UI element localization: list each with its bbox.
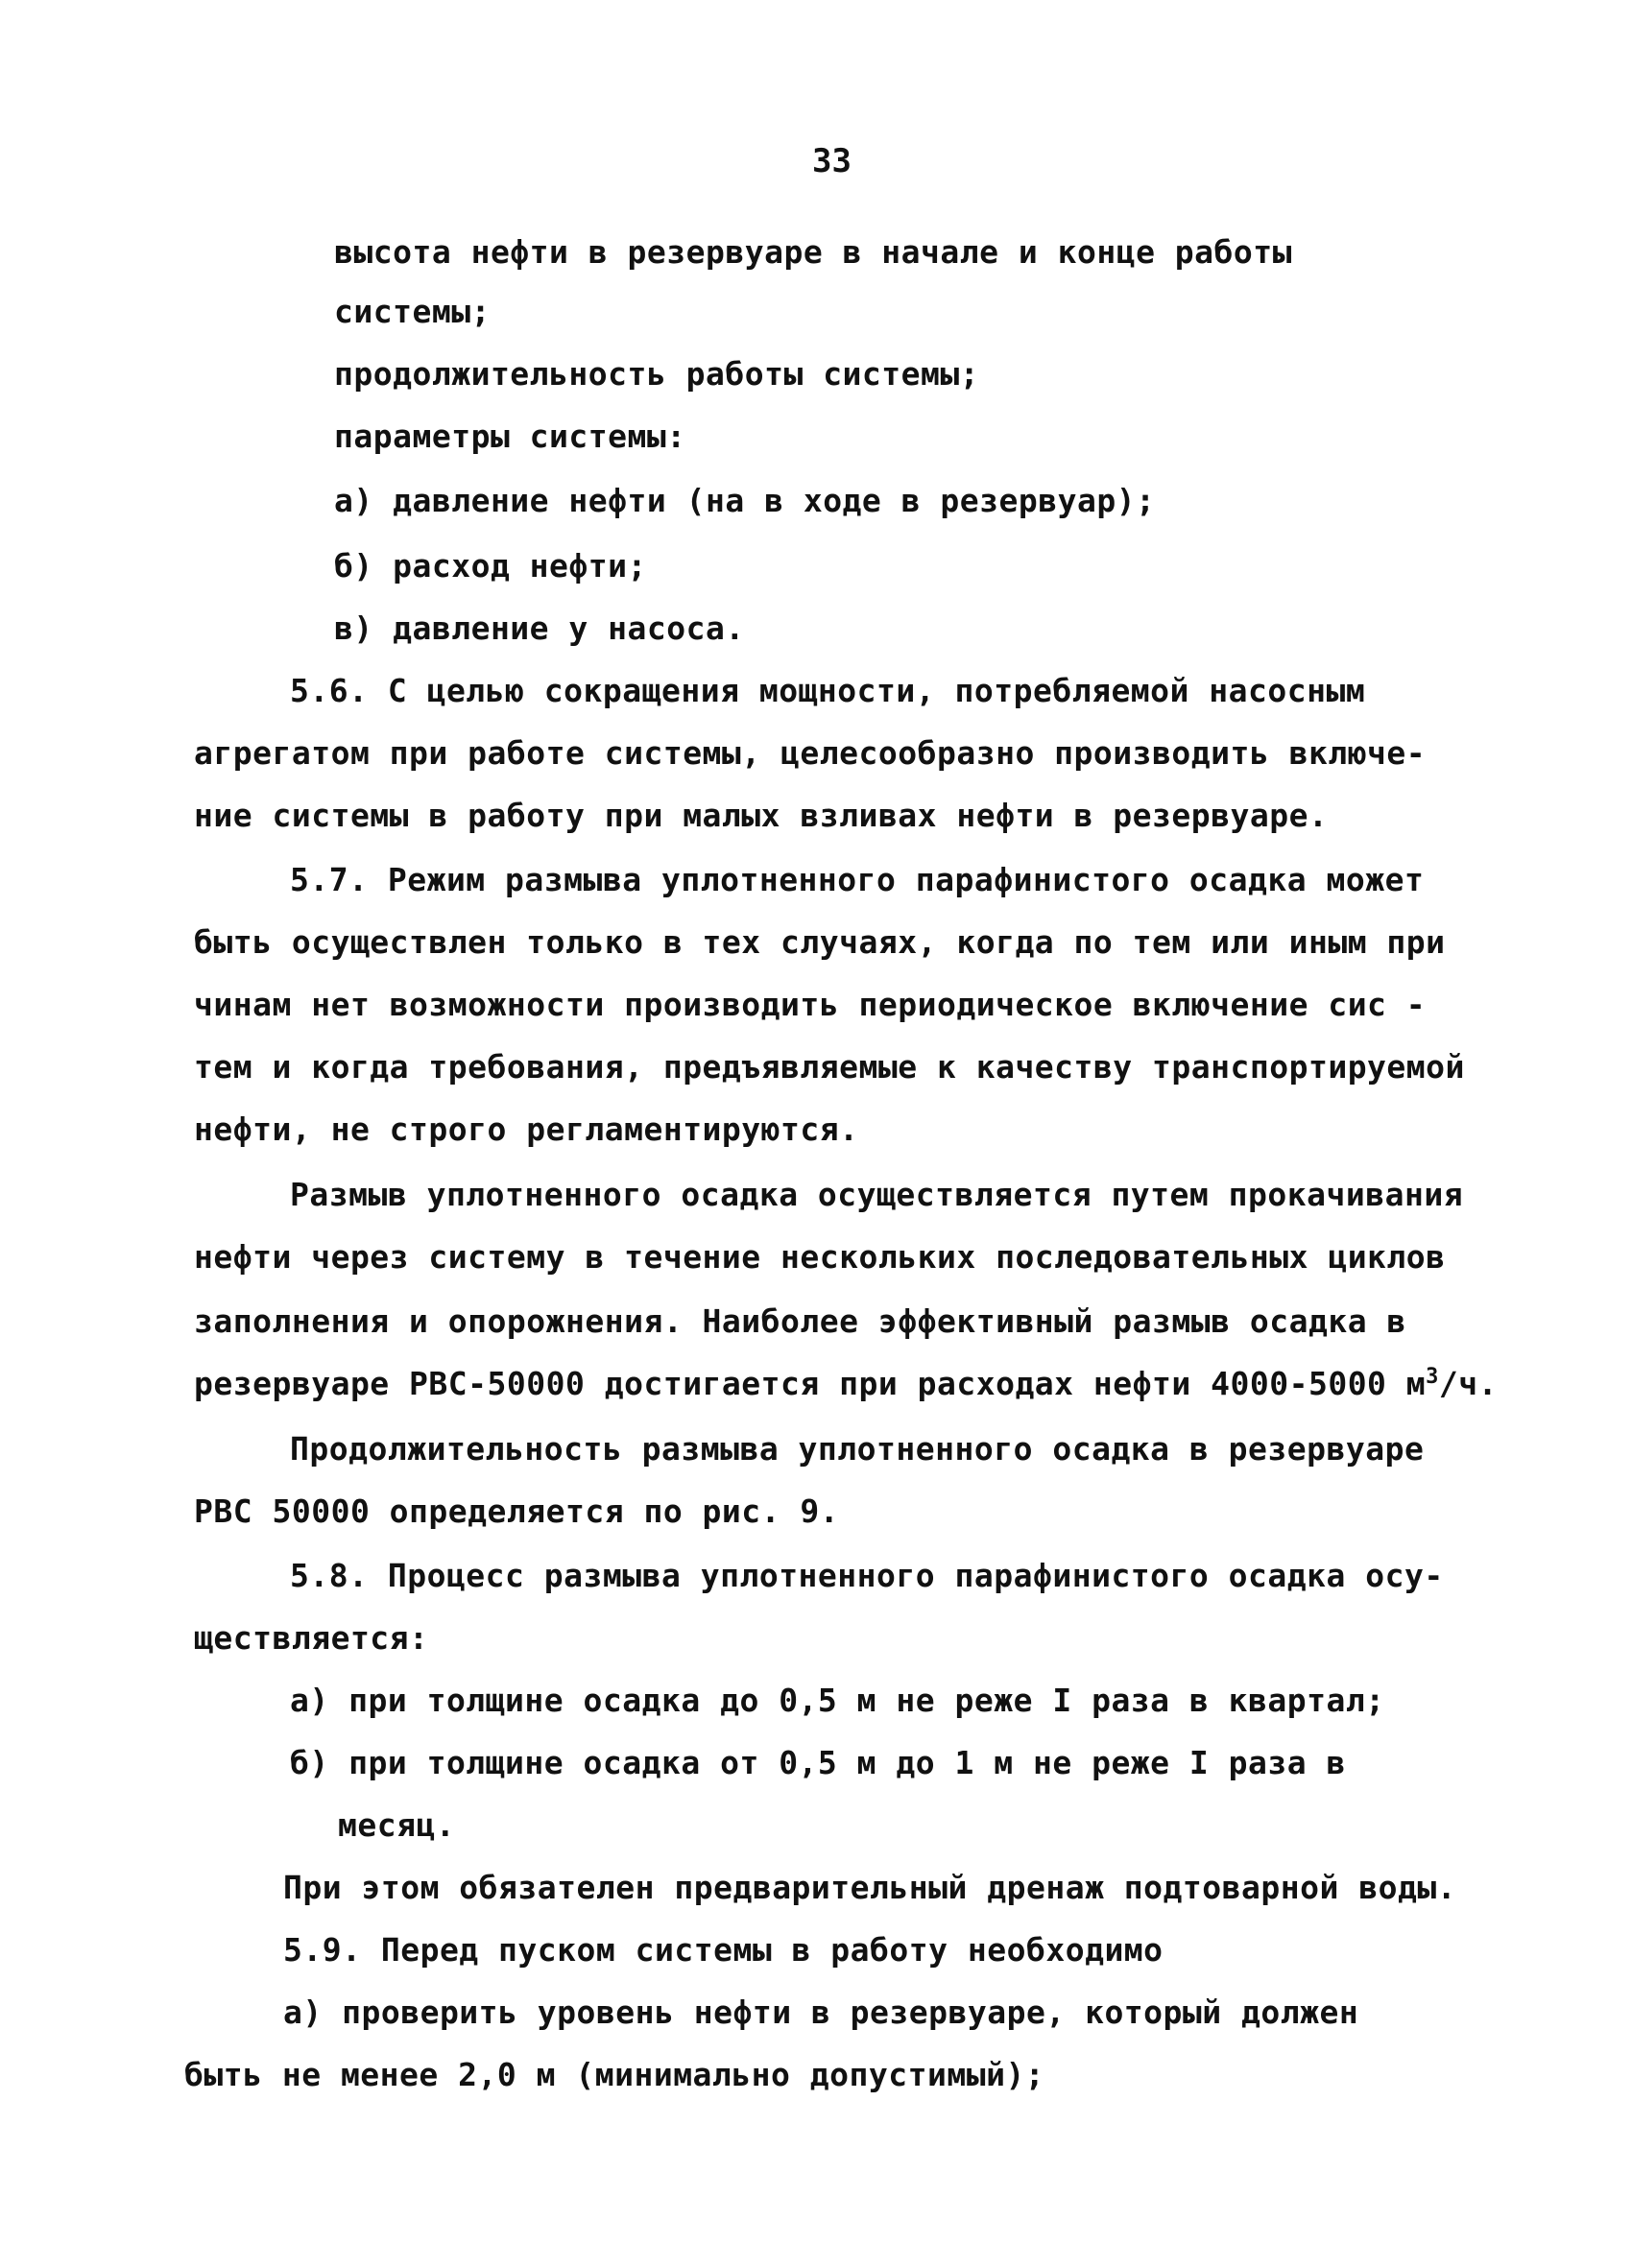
page-number: 33 — [812, 142, 852, 180]
unit-superscript: 3 — [1426, 1365, 1439, 1389]
paragraph-line: нефти через систему в течение нескольких последовательных циклов — [194, 1238, 1446, 1276]
paragraph-line: 5.7. Режим размыва уплотненного парафинистого осадка может — [290, 861, 1425, 898]
text-line: системы; — [334, 293, 491, 330]
paragraph-line — [194, 1365, 1498, 1403]
paragraph-line: 5.8. Процесс размыва уплотненного парафинистого осадка осу- — [290, 1557, 1444, 1594]
paragraph-line: Продолжительность размыва уплотненного осадка в резервуаре — [290, 1430, 1425, 1468]
text-line: продолжительность работы системы; — [334, 355, 980, 393]
list-item: а) проверить уровень нефти в резервуаре, который должен — [283, 1993, 1359, 2031]
unit-tail: /ч. — [1438, 1365, 1499, 1402]
paragraph-line: агрегатом при работе системы, целесообразно производить включе- — [194, 734, 1427, 772]
paragraph-line: РВС 50000 определяется по рис. 9. — [194, 1492, 840, 1530]
paragraph-line: ние системы в работу при малых взливах нефти в резервуаре. — [194, 797, 1329, 834]
paragraph-line: быть не менее 2,0 м (минимально допустимый); — [184, 2056, 1045, 2093]
list-item: б) при толщине осадка от 0,5 м до 1 м не реже I раза в — [290, 1744, 1346, 1781]
list-item: а) при толщине осадка до 0,5 м не реже I раза в квартал; — [290, 1682, 1385, 1719]
list-item: в) давление у насоса. — [334, 609, 745, 647]
text-line: высота нефти в резервуаре в начале и конце работы — [334, 233, 1293, 271]
paragraph-line: При этом обязателен предварительный дренаж подтоварной воды. — [283, 1869, 1457, 1906]
paragraph-line: нефти, не строго регламентируются. — [194, 1110, 859, 1148]
text-segment: резервуаре РВС-50000 достигается при расходах нефти 4000-5000 м — [194, 1365, 1427, 1402]
paragraph-line: 5.6. С целью сокращения мощности, потребляемой насосным — [290, 672, 1366, 709]
paragraph-line: заполнения и опорожнения. Наиболее эффективный размыв осадка в — [194, 1302, 1406, 1340]
paragraph-line: быть осуществлен только в тех случаях, когда по тем или иным при — [194, 923, 1446, 961]
paragraph-line: Размыв уплотненного осадка осуществляется путем прокачивания — [290, 1176, 1464, 1213]
text-line: параметры системы: — [334, 418, 686, 455]
paragraph-line: ществляется: — [194, 1619, 429, 1657]
paragraph-line: 5.9. Перед пуском системы в работу необходимо — [283, 1931, 1164, 1969]
list-item-continuation: месяц. — [338, 1806, 456, 1844]
list-item: а) давление нефти (на в ходе в резервуар); — [334, 482, 1156, 519]
paragraph-line: чинам нет возможности производить периодическое включение сис - — [194, 986, 1427, 1023]
list-item: б) расход нефти; — [334, 547, 647, 585]
paragraph-line: тем и когда требования, предъявляемые к качеству транспортируемой — [194, 1048, 1465, 1086]
